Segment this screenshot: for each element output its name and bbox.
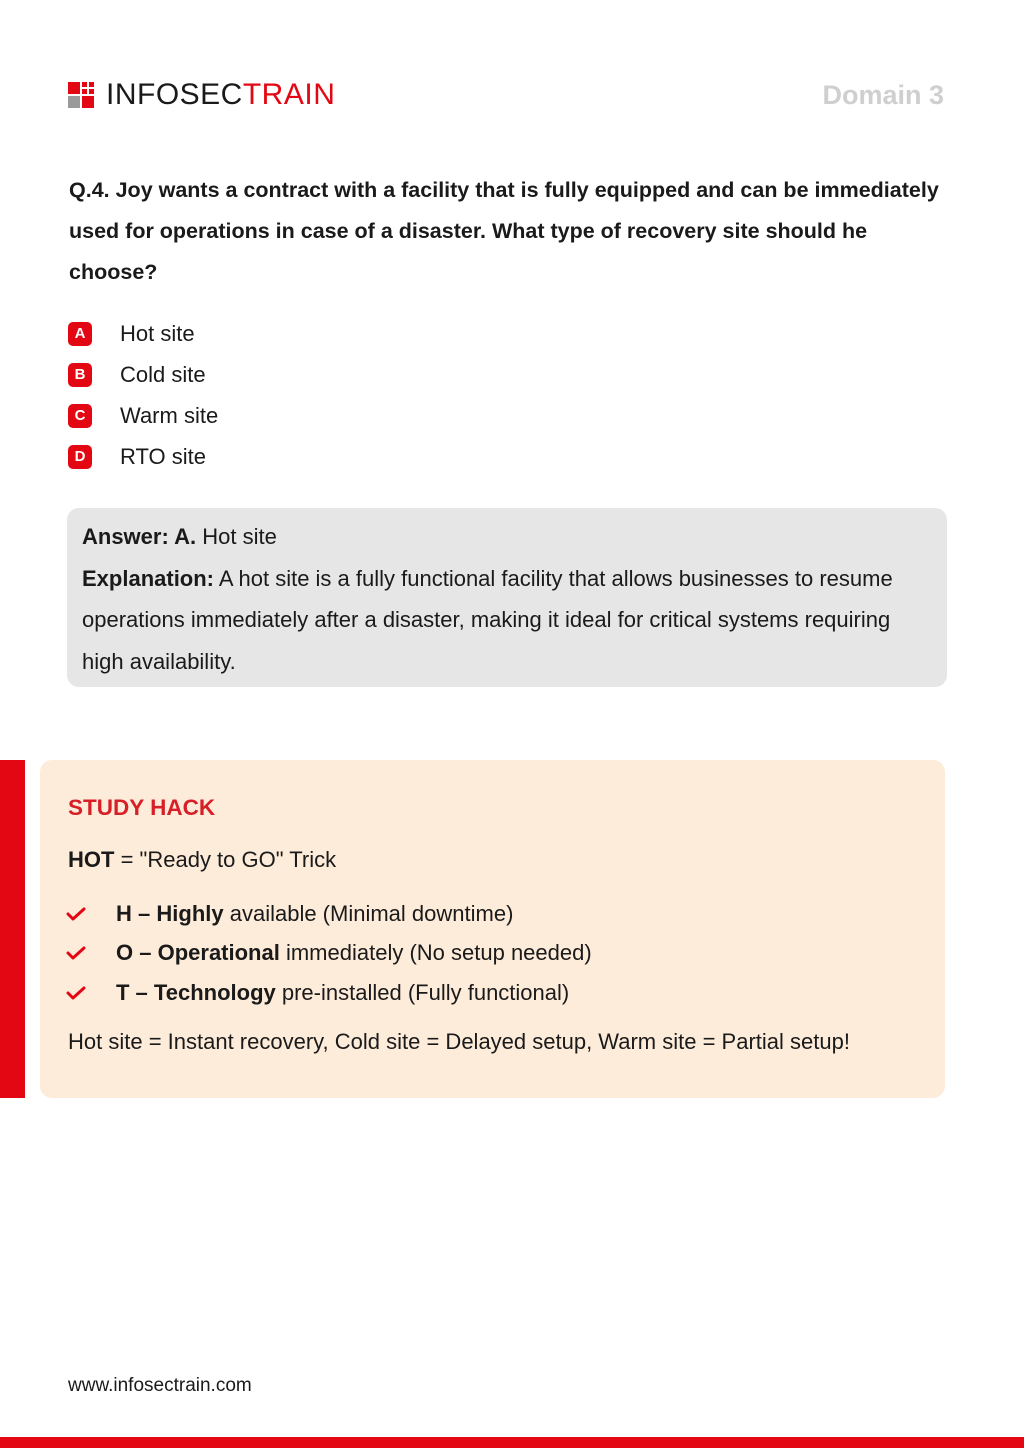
hack-rest: immediately (No setup needed) xyxy=(285,940,592,966)
study-hack-title: STUDY HACK xyxy=(68,795,216,820)
letter-badge-icon: A xyxy=(68,322,92,346)
hack-letter: T – xyxy=(116,979,148,1005)
hack-letter: O – xyxy=(116,940,152,966)
hack-item xyxy=(66,894,592,934)
hack-item xyxy=(66,973,592,1013)
answer-line xyxy=(82,516,932,558)
option-text: Hot site xyxy=(120,320,195,346)
option-b[interactable] xyxy=(68,354,218,395)
option-a[interactable] xyxy=(68,313,218,354)
option-text: RTO site xyxy=(120,443,206,469)
footer-bar xyxy=(0,1437,1024,1448)
option-c[interactable] xyxy=(68,395,218,436)
answer-box xyxy=(67,508,947,687)
study-hack-acronym: HOT xyxy=(68,847,115,872)
explanation-text: A hot site is a fully functional facility that allows businesses to resume operations immediately after a disaster, making it ideal for critical systems requiring high availability. xyxy=(82,565,893,674)
infosectrain-logo-icon xyxy=(68,82,94,108)
study-hack-subtitle xyxy=(68,847,336,873)
study-hack-list xyxy=(66,894,592,1013)
question-text: Q.4. Joy wants a contract with a facility that is fully equipped and can be immediately used for operations in case of a disaster. What type of recovery site should he choose? xyxy=(69,178,939,284)
checkmark-icon xyxy=(66,902,90,926)
letter-badge-icon: D xyxy=(68,445,92,469)
answer-value: Hot site xyxy=(202,524,277,549)
option-text: Cold site xyxy=(120,361,206,387)
brand-logo[interactable] xyxy=(68,80,335,110)
hack-letter: H – xyxy=(116,900,151,926)
hack-item-text xyxy=(116,901,513,927)
hack-rest: pre-installed (Fully functional) xyxy=(281,979,570,1005)
checkmark-icon xyxy=(66,981,90,1005)
study-hack-trick: = "Ready to GO" Trick xyxy=(120,847,337,872)
page-header xyxy=(68,78,944,118)
study-hack-note: Hot site = Instant recovery, Cold site = Delayed setup, Warm site = Partial setup! xyxy=(68,1029,850,1054)
checkmark-icon xyxy=(66,941,90,965)
domain-label: Domain 3 xyxy=(822,80,944,110)
hack-keyword: Technology xyxy=(153,979,276,1005)
brand-name-main: INFOSEC xyxy=(106,78,243,111)
hack-rest: available (Minimal downtime) xyxy=(229,900,514,926)
explanation-label: Explanation: xyxy=(82,565,215,591)
brand-name-accent: TRAIN xyxy=(242,78,336,111)
explanation xyxy=(82,558,932,683)
brand-name xyxy=(106,80,335,110)
answer-options xyxy=(68,313,218,477)
study-hack-accent-bar xyxy=(0,760,25,1098)
option-d[interactable] xyxy=(68,436,218,477)
hack-item-text xyxy=(116,940,592,966)
letter-badge-icon: C xyxy=(68,404,92,428)
hack-keyword: Operational xyxy=(157,940,280,966)
hack-item-text xyxy=(116,980,569,1006)
option-text: Warm site xyxy=(120,402,219,428)
hack-item xyxy=(66,934,592,974)
footer-website-link[interactable]: www.infosectrain.com xyxy=(68,1375,252,1396)
study-hack-box xyxy=(40,760,945,1098)
answer-label: Answer: A. xyxy=(82,524,197,549)
hack-keyword: Highly xyxy=(156,900,224,926)
letter-badge-icon: B xyxy=(68,363,92,387)
